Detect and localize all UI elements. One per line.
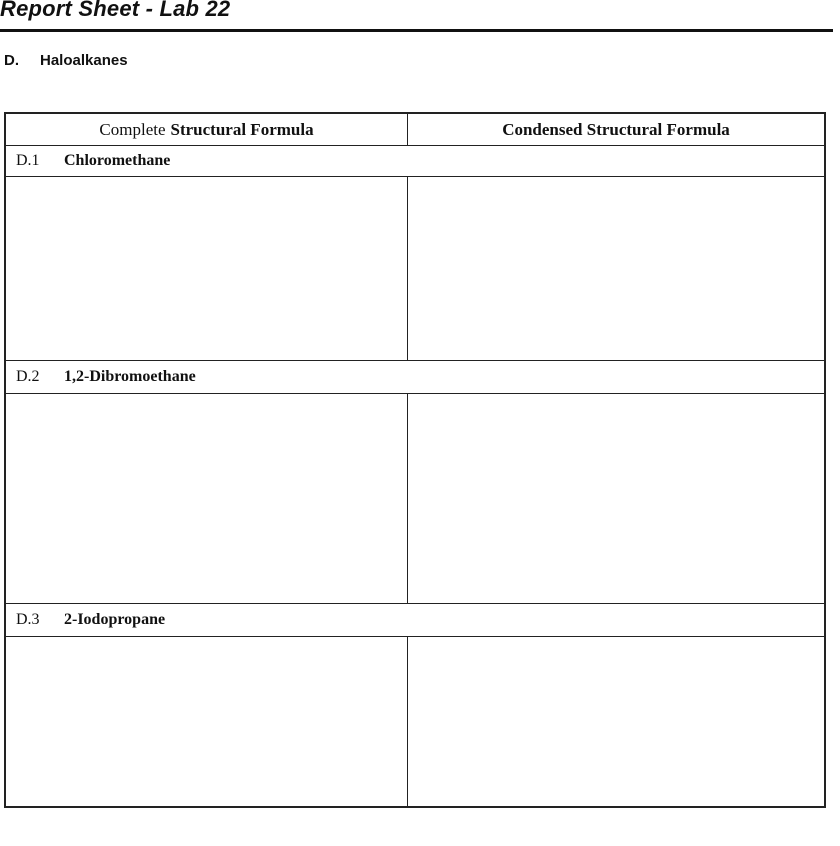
header-rule xyxy=(0,29,833,32)
section-letter: D. xyxy=(4,52,19,69)
page-title: Report Sheet - Lab 22 xyxy=(0,0,231,21)
section-title: Haloalkanes xyxy=(40,52,128,69)
complete-formula-answer-area-d2[interactable] xyxy=(6,394,408,603)
column-header-condensed: Condensed Structural Formula xyxy=(502,119,730,139)
condensed-formula-answer-area-d2[interactable] xyxy=(408,394,824,603)
compound-id: D.3 xyxy=(16,611,40,628)
compound-row-d3 xyxy=(6,603,824,637)
section-heading xyxy=(4,51,128,71)
compound-row-d1 xyxy=(6,145,824,177)
answer-row-d3 xyxy=(6,637,824,806)
column-header-row xyxy=(6,114,824,146)
answer-row-d1 xyxy=(6,177,824,360)
complete-formula-answer-area-d3[interactable] xyxy=(6,637,408,806)
answer-row-d2 xyxy=(6,394,824,603)
compound-name: Chloromethane xyxy=(64,151,171,169)
condensed-formula-answer-area-d3[interactable] xyxy=(408,637,824,806)
page-header xyxy=(0,0,840,40)
condensed-formula-answer-area-d1[interactable] xyxy=(408,177,824,360)
complete-formula-answer-area-d1[interactable] xyxy=(6,177,408,360)
column-header-complete-regular: Complete xyxy=(99,119,166,139)
compound-name: 1,2-Dibromoethane xyxy=(64,368,196,385)
report-table xyxy=(4,112,826,808)
compound-id: D.1 xyxy=(16,151,40,169)
compound-row-d2 xyxy=(6,360,824,394)
compound-name: 2-Iodopropane xyxy=(64,611,166,628)
compound-id: D.2 xyxy=(16,368,40,385)
column-header-complete xyxy=(6,114,408,145)
column-header-complete-bold: Structural Formula xyxy=(170,119,314,139)
